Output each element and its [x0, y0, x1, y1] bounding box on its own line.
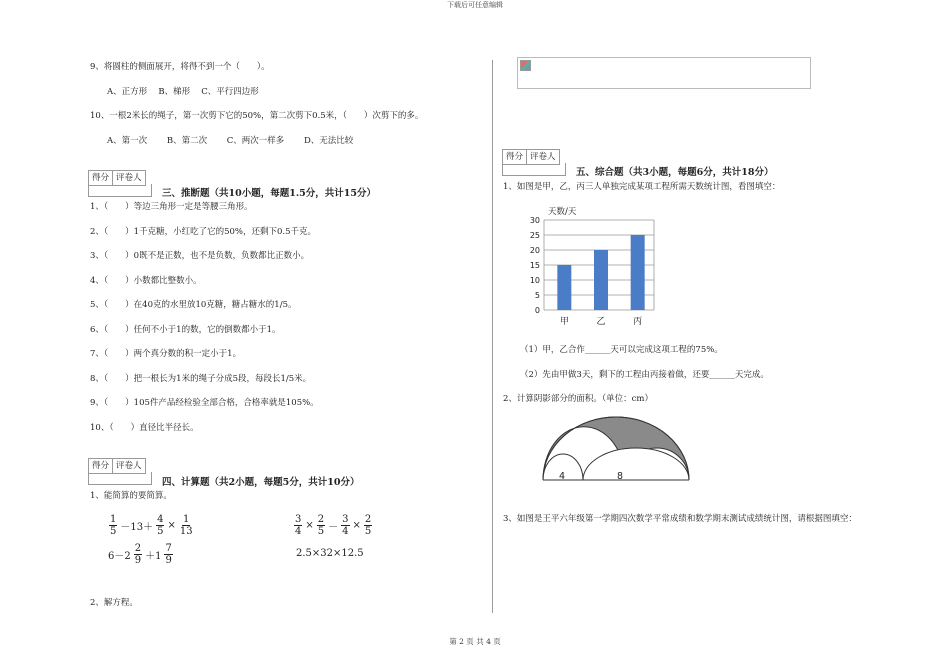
- judge-item-6: 6、（ ）任何不小于1的数，它的倒数都小于1。: [90, 325, 281, 335]
- score-blank: [88, 472, 152, 485]
- bar-2: [594, 250, 608, 310]
- expression-2: $\frac{3}{4}$ × $\frac{2}{5}$ － $\frac{3}{4}$ × $\frac{2}{5}$: [295, 514, 372, 537]
- judge-item-4: 4、（ ）小数都比整数小。: [90, 276, 202, 286]
- judge-item-8: 8、（ ）把一根长为1米的绳子分成5段，每段长1/5米。: [90, 374, 312, 384]
- question-10-options: A、第一次 B、第二次 C、两次一样多 D、无法比较: [107, 136, 354, 146]
- score-label: 得分: [89, 171, 113, 185]
- x-category-label: 乙: [596, 317, 606, 327]
- section5-title: 五、综合题（共3小题，每题6分，共计18分）: [576, 167, 774, 178]
- judge-item-1: 1、（ ）等边三角形一定是等腰三角形。: [90, 202, 253, 212]
- score-label: 得分: [89, 459, 113, 473]
- grader-label: 评卷人: [530, 152, 556, 162]
- expression-3: 6－2 $\frac{2}{9}$ ＋1 $\frac{7}{9}$: [108, 543, 172, 566]
- score-label: 得分: [503, 150, 527, 164]
- comprehensive-question-2: 2、计算阴影部分的面积。（单位：cm）: [503, 394, 653, 404]
- y-tick-label: 30: [529, 216, 540, 225]
- comprehensive-question-1: 1、如图是甲，乙，丙三人单独完成某项工程所需天数统计图，看图填空：: [503, 182, 781, 192]
- score-blank: [88, 184, 152, 197]
- y-tick-label: 0: [534, 306, 540, 315]
- page-number: 第 2 页 共 4 页: [449, 637, 501, 646]
- grader-label: 评卷人: [116, 173, 142, 183]
- judge-item-7: 7、（ ）两个真分数的积一定小于1。: [90, 349, 242, 359]
- judge-item-5: 5、（ ）在40克的水里放10克糖，糖占糖水的1/5。: [90, 300, 297, 310]
- expression-4: 2.5×32×12.5: [296, 548, 364, 559]
- days-bar-chart: [520, 202, 680, 328]
- section3-title: 三、推断题（共10小题，每题1.5分，共计15分）: [162, 188, 376, 199]
- y-tick-label: 5: [534, 291, 540, 300]
- y-tick-label: 20: [529, 246, 540, 255]
- score-blank: [502, 163, 566, 176]
- calc-question-2: 2、解方程。: [90, 598, 138, 608]
- question-1-part-1: （1）甲，乙合作______天可以完成这项工程的75%。: [520, 345, 723, 355]
- question-9-options: A、正方形 B、梯形 C、平行四边形: [107, 87, 259, 97]
- x-category-label: 甲: [559, 317, 569, 327]
- judge-item-2: 2、（ ）1千克糖，小红吃了它的50%，还剩下0.5千克。: [90, 227, 316, 237]
- judge-item-3: 3、（ ）0既不是正数，也不是负数，负数都比正数小。: [90, 251, 310, 261]
- y-tick-label: 25: [529, 231, 540, 240]
- judge-item-9: 9、（ ）105件产品经检验全部合格，合格率就是105%。: [90, 398, 319, 408]
- y-tick-label: 10: [529, 276, 540, 285]
- chart-xlabels: [560, 316, 642, 327]
- question-9: 9、将圆柱的侧面展开，将得不到一个（ ）。: [90, 62, 270, 72]
- question-10: 10、一根2米长的绳子，第一次剪下它的50%，第二次剪下0.5米，（ ）次剪下的多。: [90, 111, 424, 121]
- image-icon: [520, 60, 531, 71]
- calc-question-1: 1、能简算的要简算。: [90, 491, 172, 501]
- header-note: 下载后可任意编辑: [447, 1, 503, 9]
- chart-bars: [557, 235, 644, 310]
- column-divider: [492, 60, 493, 613]
- small-diameter-label: 4: [559, 471, 566, 482]
- chart-ylabel: 天数/天: [548, 207, 577, 217]
- x-category-label: 丙: [633, 317, 643, 327]
- broken-image-placeholder: [517, 57, 811, 89]
- large-diameter-label: 8: [617, 471, 624, 482]
- grader-label: 评卷人: [116, 461, 142, 471]
- expression-1: $\frac{1}{5}$ －13＋ $\frac{4}{5}$ × $\frac{1}{13}$: [110, 514, 193, 537]
- comprehensive-question-3: 3、如图是王平六年级第一学期四次数学平常成绩和数学期末测试成绩统计图，请根据图填空：: [503, 514, 857, 524]
- chart-yticks: [530, 216, 540, 315]
- question-1-part-2: （2）先由甲做3天，剩下的工程由丙接着做，还要______天完成。: [520, 370, 769, 380]
- bar-3: [631, 235, 645, 310]
- y-tick-label: 15: [529, 261, 540, 270]
- judge-item-10: 10、（ ）直径比半径长。: [90, 423, 199, 433]
- bar-1: [557, 265, 571, 310]
- shaded-area-figure: [540, 414, 692, 484]
- section4-title: 四、计算题（共2小题，每题5分，共计10分）: [162, 477, 360, 488]
